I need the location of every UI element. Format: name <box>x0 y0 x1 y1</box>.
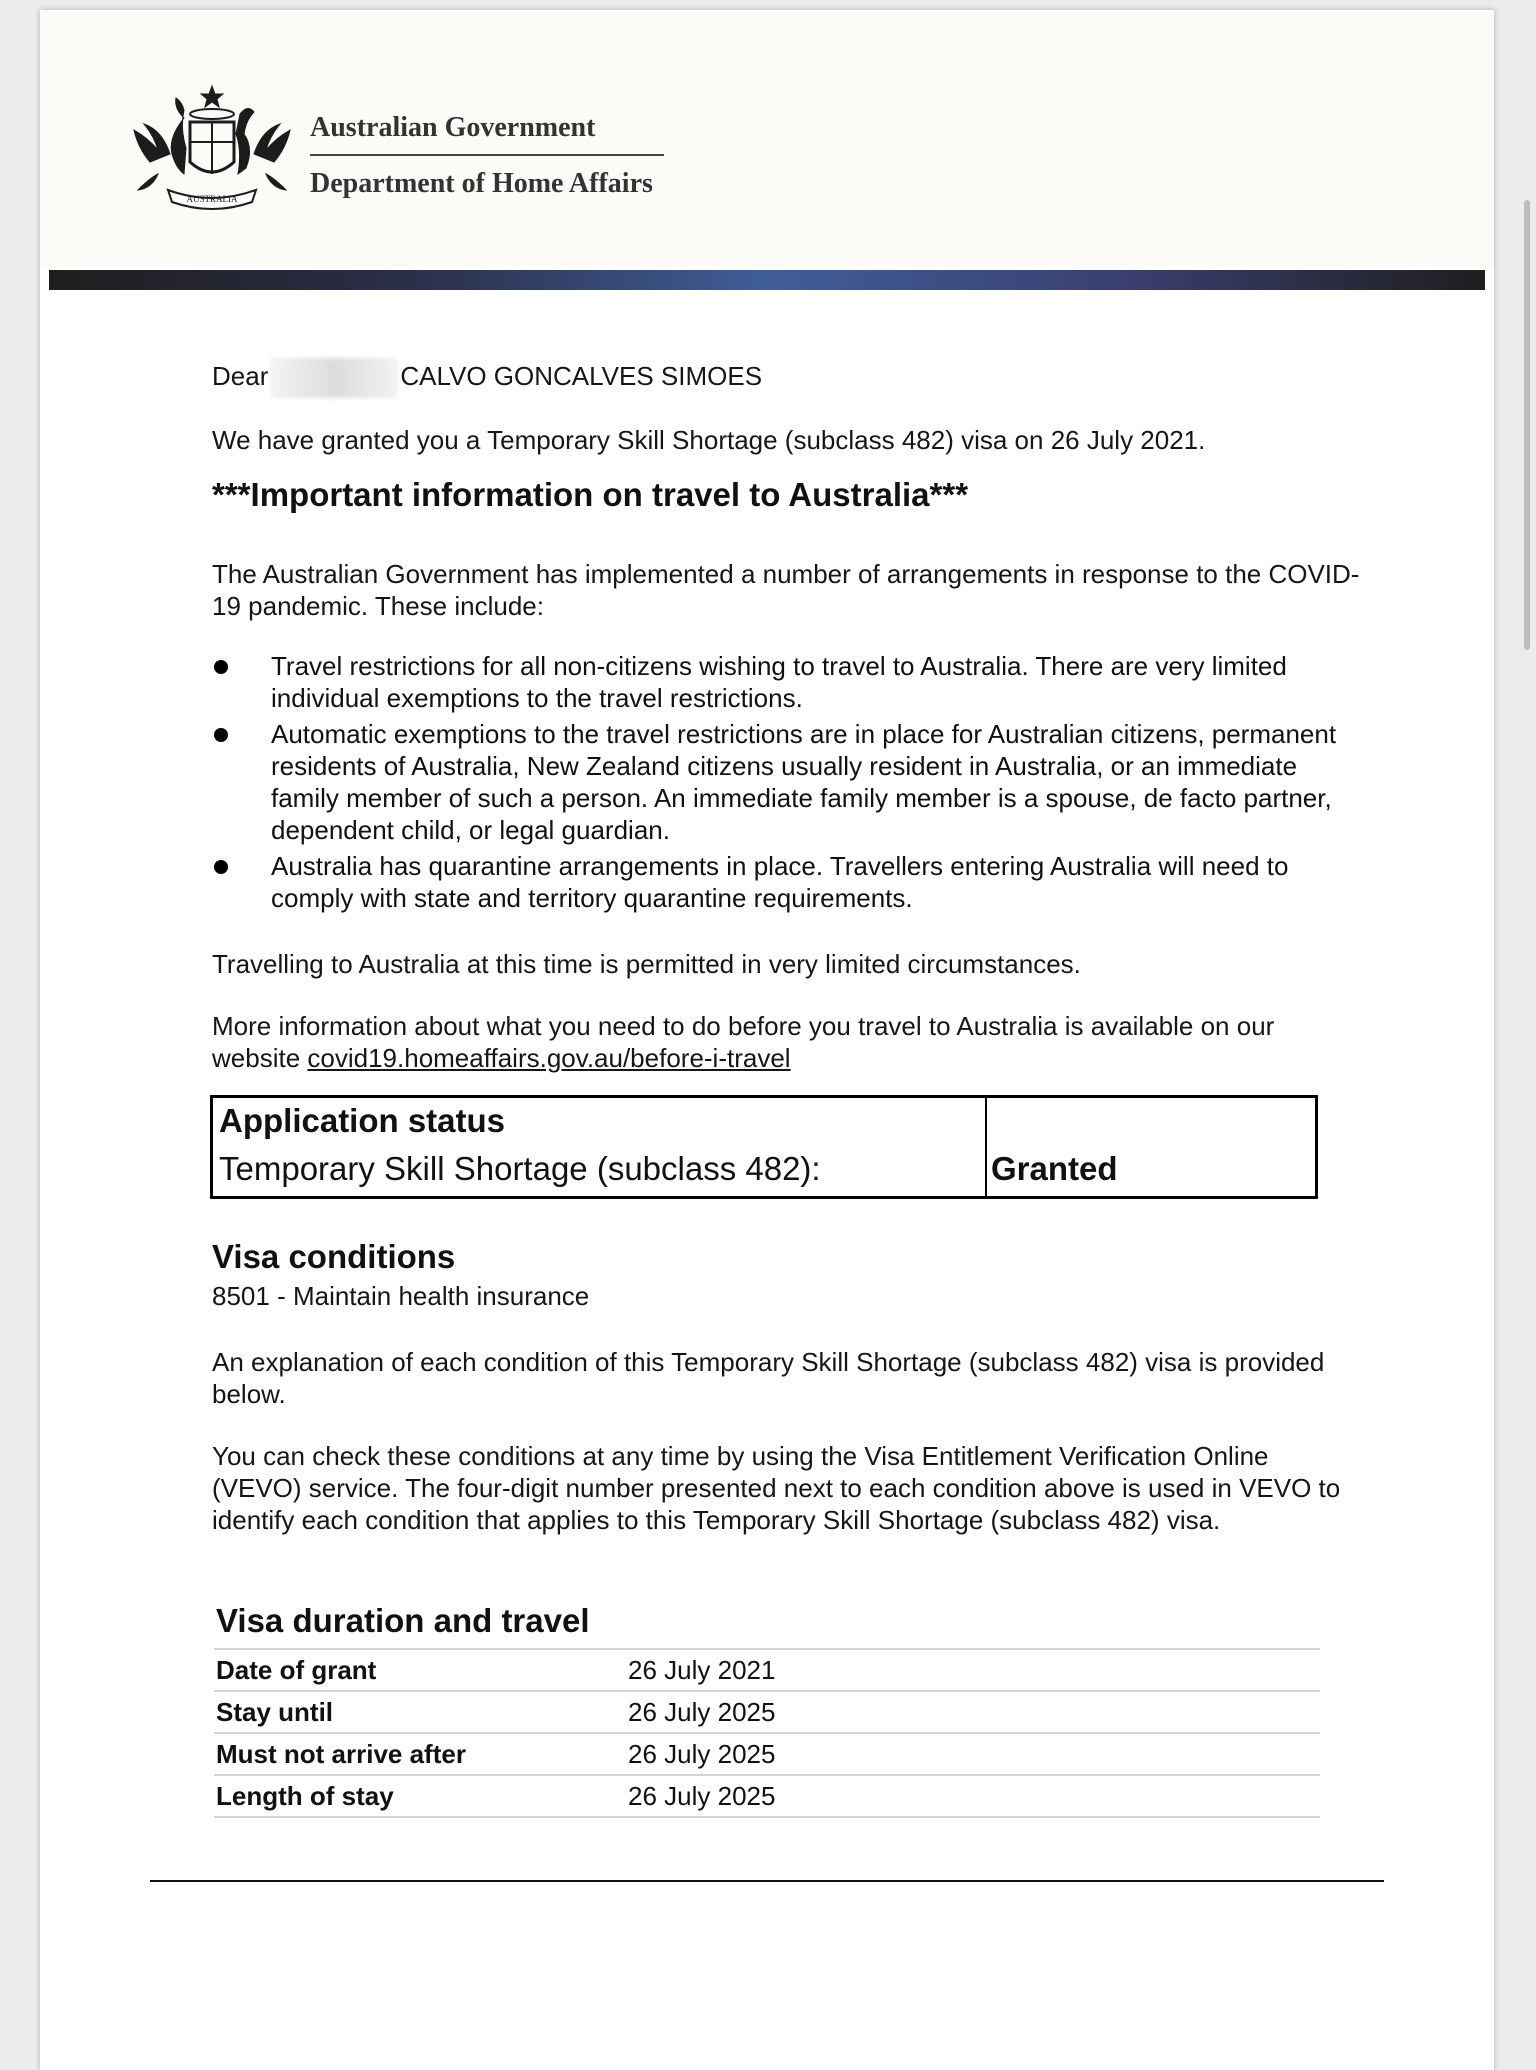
table-row <box>214 1691 1320 1733</box>
visa-conditions-heading: Visa conditions <box>212 1238 456 1275</box>
application-visa-type: Temporary Skill Shortage (subclass 482): <box>219 1150 821 1187</box>
redacted-given-name <box>270 358 398 398</box>
scrollbar[interactable] <box>1524 200 1530 650</box>
application-status-value: Granted <box>991 1150 1118 1187</box>
header-band <box>49 270 1485 290</box>
table-row <box>214 1649 1320 1691</box>
svg-text:AUSTRALIA: AUSTRALIA <box>186 194 238 204</box>
row-value: 26 July 2021 <box>626 1649 1320 1691</box>
visa-duration-heading: Visa duration and travel <box>216 1602 590 1639</box>
row-value: 26 July 2025 <box>626 1775 1320 1817</box>
department-name: Department of Home Affairs <box>310 168 653 199</box>
row-value: 26 July 2025 <box>626 1733 1320 1775</box>
salutation-line <box>212 358 762 398</box>
footer-divider <box>150 1880 1384 1882</box>
row-value: 26 July 2025 <box>626 1691 1320 1733</box>
table-row <box>214 1733 1320 1775</box>
travel-restrictions-list <box>212 650 1362 918</box>
application-status-heading: Application status <box>219 1102 506 1139</box>
letterhead <box>40 10 1494 266</box>
row-label: Must not arrive after <box>214 1733 626 1775</box>
before-i-travel-link[interactable]: covid19.homeaffairs.gov.au/before-i-travel <box>307 1043 791 1073</box>
table-row <box>214 1775 1320 1817</box>
header-divider <box>310 154 664 156</box>
bullet-icon <box>214 660 228 674</box>
visa-duration-table <box>214 1648 1320 1818</box>
row-label: Date of grant <box>214 1649 626 1691</box>
intro-paragraph: The Australian Government has implemented a number of arrangements in response to the COVID-19 pandemic. These include: <box>212 559 1360 621</box>
grant-sentence: We have granted you a Temporary Skill Shortage (subclass 482) visa on 26 July 2021. <box>212 425 1206 455</box>
more-info-paragraph: More information about what you need to do before you travel to Australia is available on our website covid19.homeaffairs.gov.au/before-i-travel <box>212 1011 1275 1073</box>
list-item: Australia has quarantine arrangements in place. Travellers entering Australia will need to comply with state and territory quarantine requirements. <box>212 850 1362 914</box>
coat-of-arms-logo <box>128 78 296 216</box>
row-label: Length of stay <box>214 1775 626 1817</box>
bullet-icon <box>214 860 228 874</box>
recipient-name: CALVO GONCALVES SIMOES <box>400 360 763 391</box>
conditions-explanation: An explanation of each condition of this Temporary Skill Shortage (subclass 482) visa is provided below. <box>212 1347 1325 1409</box>
document-page <box>40 10 1494 2070</box>
application-status-box <box>210 1095 1318 1199</box>
list-item: Automatic exemptions to the travel restrictions are in place for Australian citizens, permanent residents of Australia, New Zealand citizens usually resident in Australia, or an immediate family member of such a person. An immediate family member is a spouse, de facto partner, dependent child, or legal guardian. <box>212 718 1362 846</box>
important-heading: ***Important information on travel to Australia*** <box>212 476 969 513</box>
government-name: Australian Government <box>310 112 596 143</box>
limited-circumstances: Travelling to Australia at this time is permitted in very limited circumstances. <box>212 949 1081 979</box>
vevo-paragraph: You can check these conditions at any time by using the Visa Entitlement Verification Online (VEVO) service. The four-digit number presented next to each condition above is used in VEVO to identify each condition that applies to this Temporary Skill Shortage (subclass 482) visa. <box>212 1441 1341 1535</box>
salutation: Dear <box>212 360 269 391</box>
status-divider <box>985 1098 987 1196</box>
bullet-icon <box>214 728 228 742</box>
row-label: Stay until <box>214 1691 626 1733</box>
visa-condition-item: 8501 - Maintain health insurance <box>212 1281 590 1311</box>
list-item: Travel restrictions for all non-citizens wishing to travel to Australia. There are very limited individual exemptions to the travel restrictions. <box>212 650 1362 714</box>
